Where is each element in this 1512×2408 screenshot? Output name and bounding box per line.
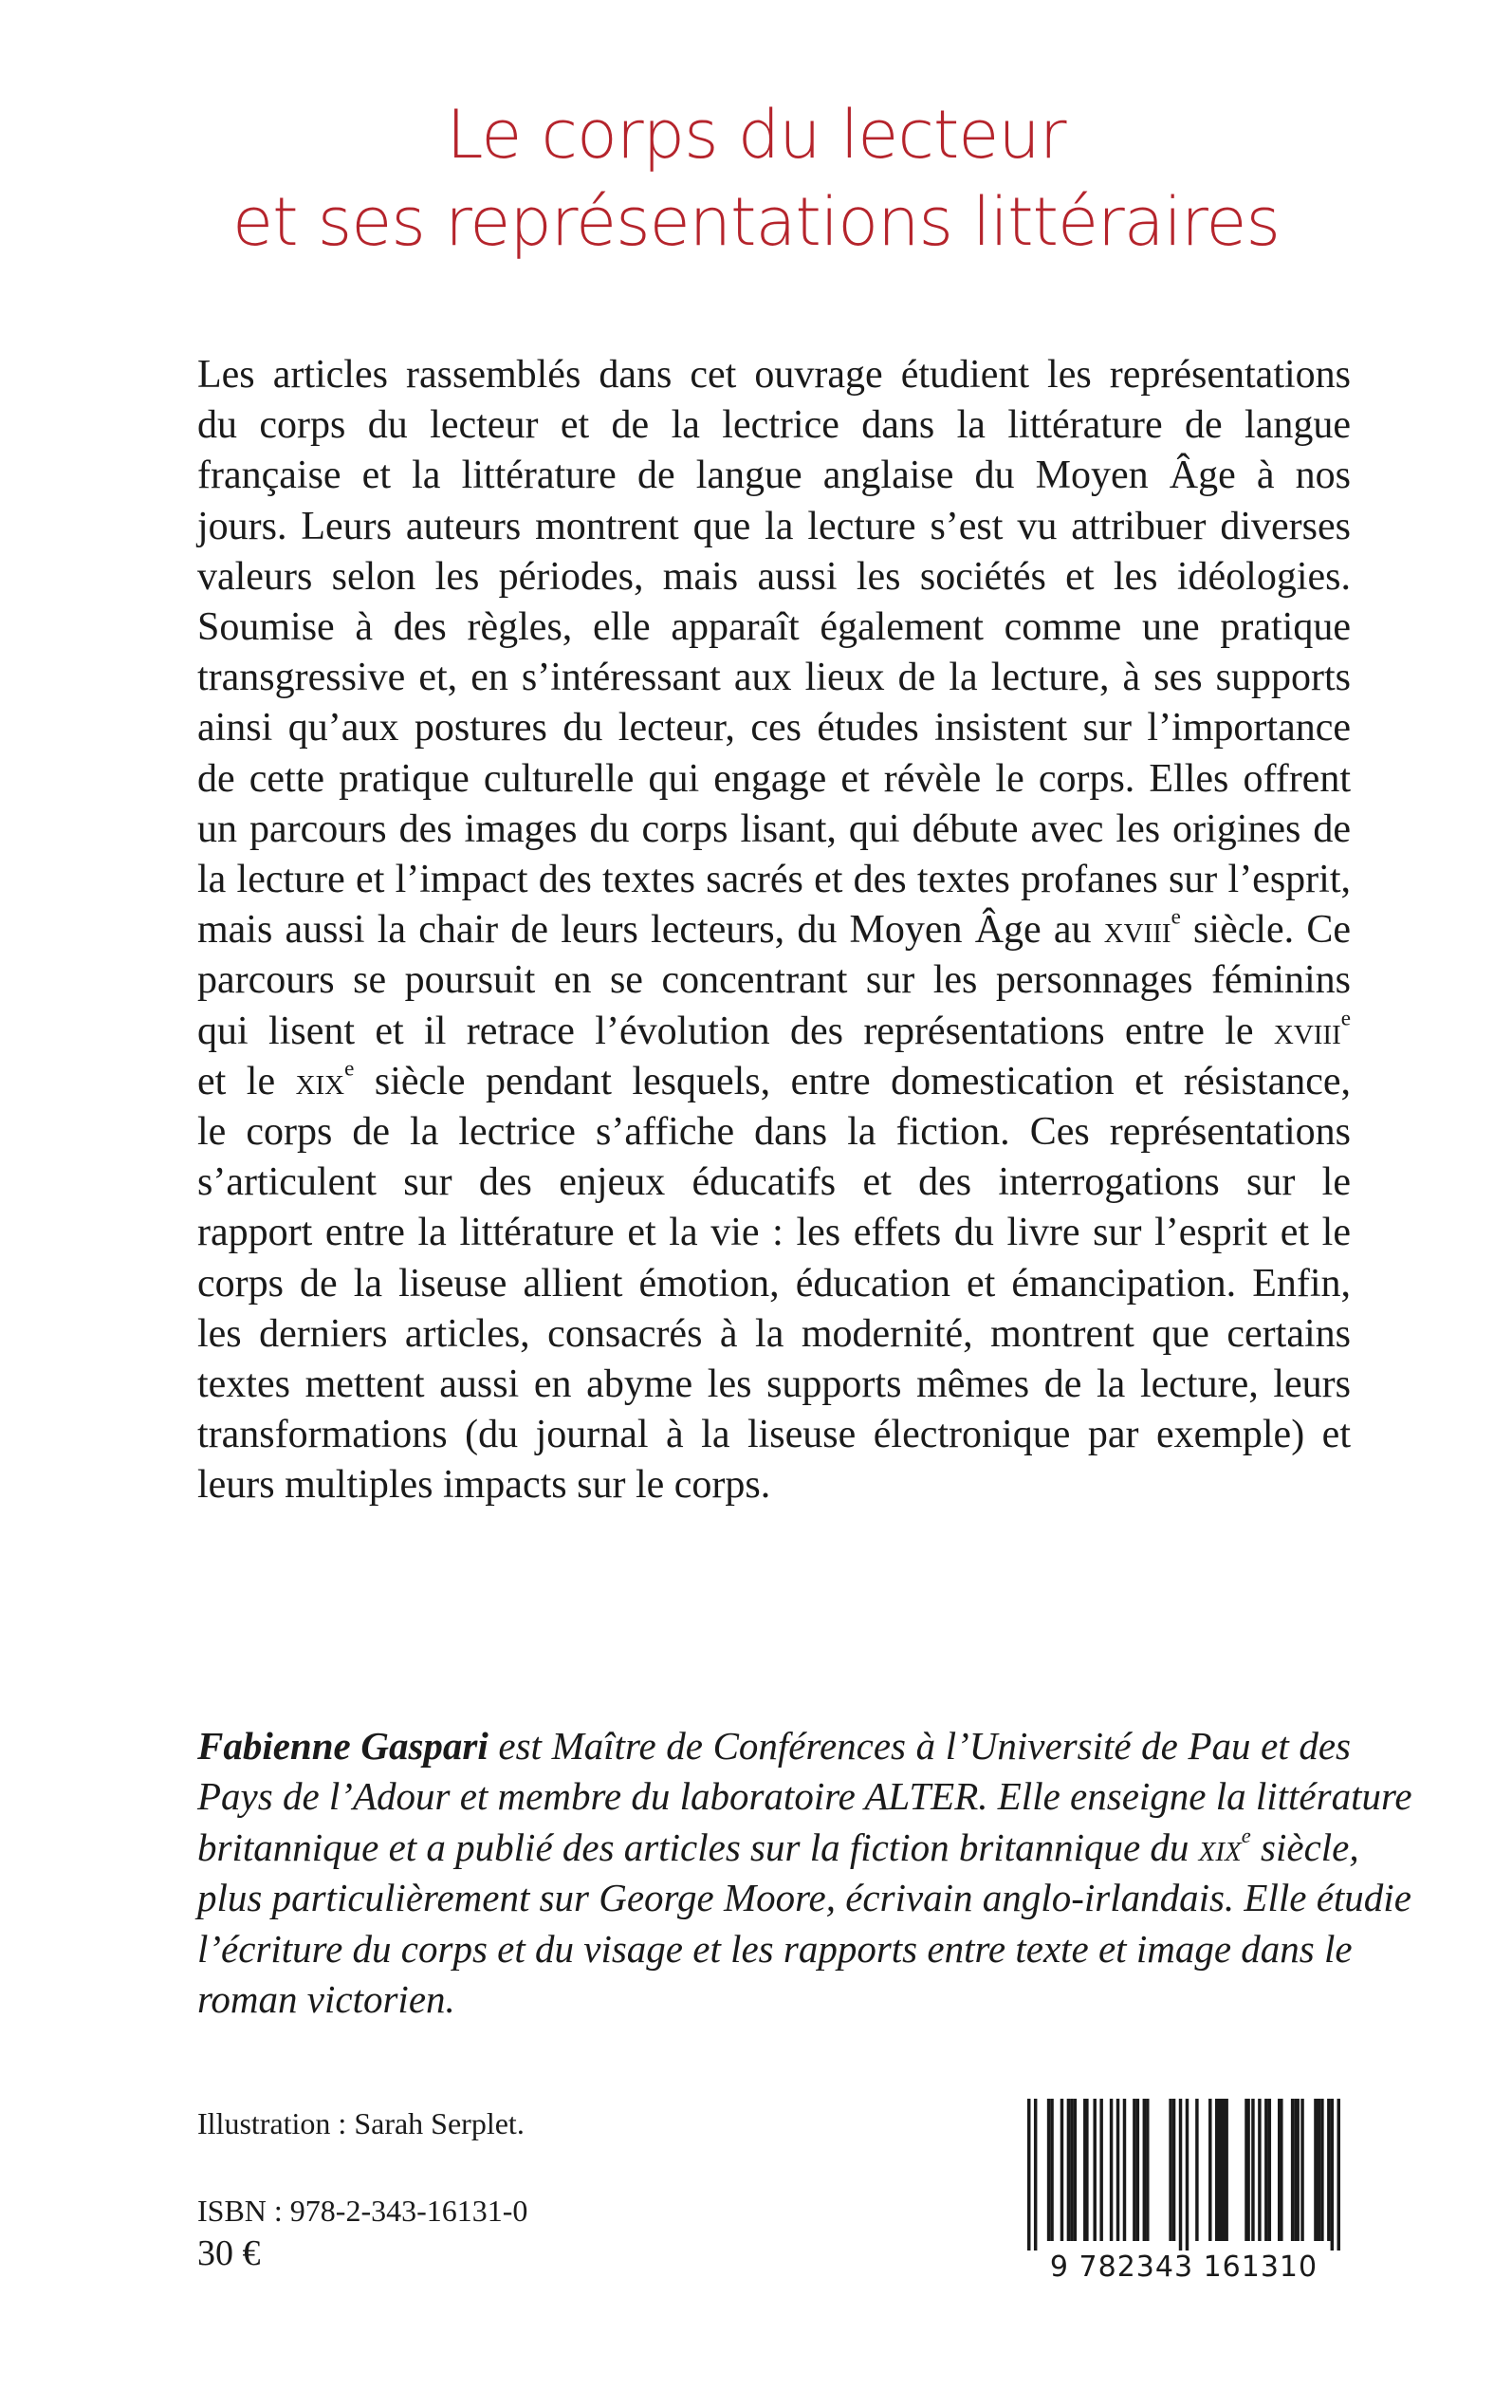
barcode-bar bbox=[1258, 2099, 1261, 2241]
century-xviii: xviii bbox=[1103, 908, 1171, 953]
summary-line: Soumise à des règles, elle apparaît également comme une pratique bbox=[197, 605, 1351, 650]
barcode-bar bbox=[1320, 2099, 1323, 2241]
barcode-bar bbox=[1110, 2099, 1113, 2241]
summary-line: parcours se poursuit en se concentrant sur les personnages féminins bbox=[197, 958, 1351, 1003]
barcode-bar bbox=[1067, 2099, 1070, 2241]
book-title bbox=[0, 91, 1512, 266]
barcode-bar bbox=[1225, 2099, 1227, 2241]
summary-line: ainsi qu’aux postures du lecteur, ces études insistent sur l’importance bbox=[197, 706, 1351, 750]
barcode-bar bbox=[1195, 2099, 1198, 2241]
barcode-bar bbox=[1116, 2099, 1119, 2241]
barcode-bar bbox=[1123, 2099, 1126, 2241]
barcode-bar bbox=[1034, 2099, 1037, 2251]
bio-text: britannique et a publié des articles sur la fiction britannique du bbox=[197, 1825, 1189, 1869]
barcode-bar bbox=[1060, 2099, 1063, 2241]
barcode-bar bbox=[1327, 2099, 1330, 2241]
summary-line: rapport entre la littérature et la vie : les effets du livre sur l’esprit et le bbox=[197, 1211, 1351, 1255]
century-xix: xix bbox=[1198, 1825, 1242, 1869]
barcode-bar bbox=[1179, 2099, 1182, 2251]
bio-text: est Maître de Conférences à l’Université de Pau et des bbox=[498, 1724, 1352, 1768]
bio-line: Pays de l’Adour et membre du laboratoire ALTER. Elle enseigne la littérature bbox=[197, 1774, 1412, 1819]
bio-line: roman victorien. bbox=[197, 1977, 455, 2022]
summary-line: transgressive et, en s’intéressant aux lieux de la lecture, à ses supports bbox=[197, 656, 1351, 700]
summary-line: jours. Leurs auteurs montrent que la lecture s’est vu attribuer diverses bbox=[197, 504, 1351, 548]
barcode-bars bbox=[1018, 2099, 1350, 2251]
title-line-1: Le corps du lecteur bbox=[446, 96, 1066, 174]
bio-line: l’écriture du corps et du visage et les rapports entre texte et image dans le bbox=[197, 1926, 1353, 1971]
barcode-bar bbox=[1146, 2099, 1149, 2241]
barcode-bar bbox=[1083, 2099, 1089, 2241]
summary-line: la lecture et l’impact des textes sacrés et des textes profanes sur l’esprit, bbox=[197, 858, 1351, 902]
bio-line bbox=[197, 1823, 1359, 1873]
isbn: ISBN : 978-2-343-16131-0 bbox=[197, 2194, 528, 2228]
barcode-bar bbox=[1050, 2099, 1053, 2241]
summary-line: textes mettent aussi en abyme les supports mêmes de la lecture, leurs bbox=[197, 1362, 1351, 1407]
summary-line bbox=[197, 905, 1351, 955]
summary-text: siècle. Ce bbox=[1193, 908, 1352, 953]
barcode-bar bbox=[1047, 2099, 1050, 2241]
summary-line: transformations (du journal à la liseuse électronique par exemple) et bbox=[197, 1413, 1351, 1457]
barcode-bar bbox=[1136, 2099, 1139, 2241]
century-sup: e bbox=[1241, 1823, 1251, 1847]
barcode-digits: 9 782343 161310 bbox=[1049, 2251, 1318, 2284]
barcode-bar bbox=[1208, 2099, 1211, 2241]
barcode-bar bbox=[1264, 2099, 1267, 2241]
summary-text: siècle pendant lesquels, entre domestication et résistance, bbox=[374, 1059, 1352, 1103]
barcode-bar bbox=[1268, 2099, 1271, 2241]
summary-text: mais aussi la chair de leurs lecteurs, du Moyen Âge au bbox=[197, 908, 1092, 953]
century-xviii: xviii bbox=[1273, 1009, 1341, 1053]
summary-line bbox=[197, 1057, 1351, 1107]
summary-line: le corps de la lectrice s’affiche dans la fiction. Ces représentations bbox=[197, 1110, 1351, 1155]
summary-line: française et la littérature de langue anglaise du Moyen Âge à nos bbox=[197, 454, 1351, 498]
summary-line: les derniers articles, consacrés à la modernité, montrent que certains bbox=[197, 1311, 1351, 1356]
barcode-bar bbox=[1070, 2099, 1073, 2241]
author-name: Fabienne Gaspari bbox=[197, 1724, 489, 1768]
barcode-bar bbox=[1291, 2099, 1294, 2241]
barcode-bar bbox=[1169, 2099, 1171, 2241]
barcode-bar bbox=[1027, 2099, 1030, 2251]
barcode-bar bbox=[1337, 2099, 1340, 2251]
barcode-bar bbox=[1143, 2099, 1146, 2241]
summary-paragraph bbox=[197, 350, 1351, 1511]
barcode-bar bbox=[1172, 2099, 1175, 2241]
barcode-bar bbox=[1331, 2099, 1334, 2251]
summary-line: du corps du lecteur et de la lectrice dans la littérature de langue bbox=[197, 403, 1351, 448]
summary-text: qui lisent et il retrace l’évolution des représentations entre le bbox=[197, 1009, 1254, 1053]
barcode-bar bbox=[1294, 2099, 1300, 2241]
summary-text: et le bbox=[197, 1059, 276, 1103]
barcode-bar bbox=[1245, 2099, 1250, 2241]
bio-line: plus particulièrement sur George Moore, écrivain anglo-irlandais. Elle étudie bbox=[197, 1876, 1411, 1920]
barcode-bar bbox=[1300, 2099, 1303, 2241]
summary-line: leurs multiples impacts sur le corps. bbox=[197, 1463, 771, 1508]
author-bio bbox=[197, 1721, 1412, 2025]
century-sup: e bbox=[1340, 1005, 1351, 1030]
title-line-2: et ses représentations littéraires bbox=[232, 183, 1280, 261]
illustration-credit: Illustration : Sarah Serplet. bbox=[197, 2106, 525, 2140]
summary-line bbox=[197, 1007, 1351, 1057]
century-sup: e bbox=[344, 1055, 355, 1081]
barcode-bar bbox=[1074, 2099, 1077, 2241]
bio-text: siècle, bbox=[1261, 1825, 1359, 1869]
summary-line: s’articulent sur des enjeux éducatifs et des interrogations sur le bbox=[197, 1160, 1351, 1205]
bio-line bbox=[197, 1721, 1351, 1771]
barcode-bar bbox=[1186, 2099, 1189, 2251]
summary-line: valeurs selon les périodes, mais aussi les sociétés et les idéologies. bbox=[197, 554, 1351, 599]
summary-line: corps de la liseuse allient émotion, éducation et émancipation. Enfin, bbox=[197, 1261, 1351, 1306]
barcode-bar bbox=[1318, 2099, 1320, 2241]
summary-line: Les articles rassemblés dans cet ouvrage étudient les représentations bbox=[197, 353, 1351, 397]
century-sup: e bbox=[1171, 903, 1181, 929]
summary-line: un parcours des images du corps lisant, qui débute avec les origines de bbox=[197, 806, 1351, 851]
price: 30 € bbox=[197, 2233, 261, 2273]
barcode-bar bbox=[1133, 2099, 1135, 2241]
barcode-bar bbox=[1099, 2099, 1102, 2241]
barcode-bar bbox=[1093, 2099, 1096, 2241]
summary-line: de cette pratique culturelle qui engage et révèle le corps. Elles offrent bbox=[197, 756, 1351, 801]
barcode-bar bbox=[1251, 2099, 1254, 2241]
barcode-bar bbox=[1278, 2099, 1283, 2241]
century-xix: xix bbox=[295, 1059, 345, 1103]
